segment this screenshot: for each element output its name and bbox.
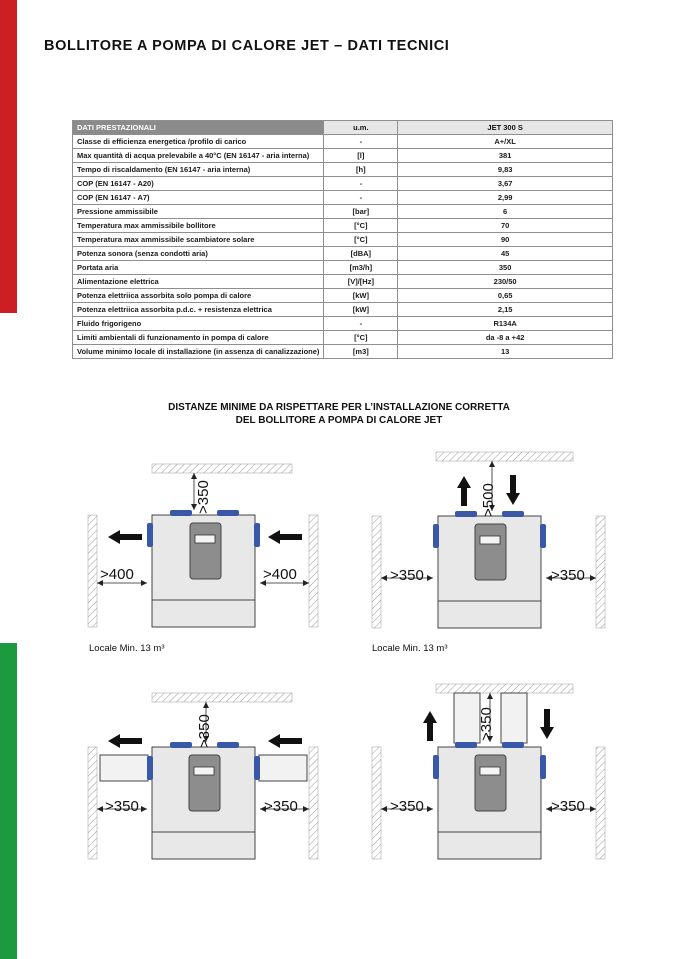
top-port-left [455,742,477,748]
top-clearance-label: >350 [195,480,212,514]
table-row [73,233,613,247]
diagram-4-drawing [366,675,628,875]
ceiling [152,693,292,702]
row-value: 2,99 [398,191,613,205]
row-value: 13 [398,345,613,359]
row-label: Temperatura max ammissibile bollitore [73,219,324,233]
row-value: R134A [398,317,613,331]
right-wall [596,516,605,628]
row-value: 381 [398,149,613,163]
right-clearance-label: >400 [263,566,297,583]
table-row [73,177,613,191]
left-clearance-label: >350 [390,798,424,815]
row-label: COP (EN 16147 - A7) [73,191,324,205]
row-label: Potenza elettriica assorbita p.d.c. + resistenza elettrica [73,303,324,317]
row-unit: [l] [324,149,398,163]
diagram-vertical-ducts [366,675,628,865]
side-port-right [540,755,546,779]
table-row [73,205,613,219]
row-unit: [°C] [324,331,398,345]
row-value: 6 [398,205,613,219]
table-row [73,219,613,233]
side-port-right [254,523,260,547]
arrow-up-out-icon [423,711,437,741]
row-label: Volume minimo locale di installazione (in assenza di canalizzazione) [73,345,324,359]
left-vertical-duct [454,693,480,743]
row-unit: - [324,135,398,149]
row-label: Portata aria [73,261,324,275]
row-unit: [dBA] [324,247,398,261]
row-value: 45 [398,247,613,261]
row-value: 70 [398,219,613,233]
row-label: Pressione ammissibile [73,205,324,219]
table-row [73,261,613,275]
row-unit: [m3] [324,345,398,359]
column-header-model: JET 300 S [398,121,613,135]
row-value: 0,65 [398,289,613,303]
row-unit: [m3/h] [324,261,398,275]
section-title-line1: DISTANZE MINIME DA RISPETTARE PER L’INSTALLAZIONE CORRETTA [168,402,510,413]
top-port-left [170,510,192,516]
left-wall [372,747,381,859]
row-value: 230/50 [398,275,613,289]
page-title: BOLLITORE A POMPA DI CALORE JET – DATI TECNICI [44,38,450,54]
row-unit: [°C] [324,233,398,247]
row-value: 3,67 [398,177,613,191]
top-port-right [217,510,239,516]
diagram-2-caption: Locale Min. 13 m³ [372,643,448,654]
table-row [73,345,613,359]
column-header-performance: DATI PRESTAZIONALI [73,121,324,135]
table-row [73,163,613,177]
row-unit: [V]/[Hz] [324,275,398,289]
diagram-1-caption: Locale Min. 13 m³ [89,643,165,654]
row-label: Alimentazione elettrica [73,275,324,289]
column-header-unit: u.m. [324,121,398,135]
arrow-down-in-icon [506,475,520,505]
diagram-2-drawing [366,445,628,645]
row-unit: [h] [324,163,398,177]
arrow-out-left-icon [108,734,142,748]
right-wall [596,747,605,859]
red-side-bar [0,0,17,313]
row-value: 350 [398,261,613,275]
left-wall [88,747,97,859]
table-header-row [73,121,613,135]
row-value: da -8 a +42 [398,331,613,345]
top-clearance-label: >350 [196,714,213,748]
top-port-left [455,511,477,517]
side-port-left [147,523,153,547]
row-value: 9,83 [398,163,613,177]
diagram-horizontal-ducts [80,685,342,875]
table-row [73,317,613,331]
ceiling [152,464,292,473]
row-label: Tempo di riscaldamento (EN 16147 - aria interna) [73,163,324,177]
row-value: A+/XL [398,135,613,149]
row-value: 90 [398,233,613,247]
right-clearance-label: >350 [551,798,585,815]
row-unit: [kW] [324,303,398,317]
right-duct [259,755,307,781]
ceiling [436,452,573,461]
row-label: Classe di efficienza energetica /profilo di carico [73,135,324,149]
control-panel [189,755,220,811]
side-port-right [540,524,546,548]
table-row [73,247,613,261]
left-wall [372,516,381,628]
top-clearance-label: >500 [480,483,497,517]
arrow-in-right-icon [268,530,302,544]
arrow-out-left-icon [108,530,142,544]
side-port-right [254,756,260,780]
green-side-bar [0,643,17,959]
table-row [73,191,613,205]
left-duct [100,755,148,781]
section-title-line2: DEL BOLLITORE A POMPA DI CALORE JET [235,415,443,426]
arrow-down-in-icon [540,709,554,739]
row-unit: - [324,191,398,205]
side-port-left [433,524,439,548]
row-unit: - [324,177,398,191]
diagram-wall-vertical-flow [366,445,628,635]
left-clearance-label: >350 [105,798,139,815]
display [480,536,500,544]
top-port-right [217,742,239,748]
row-unit: [bar] [324,205,398,219]
row-label: Limiti ambientali di funzionamento in pompa di calore [73,331,324,345]
row-label: Fluido frigorigeno [73,317,324,331]
right-wall [309,515,318,627]
diagram-wall-no-ducts [80,455,342,645]
control-panel [475,524,506,580]
right-clearance-label: >350 [551,567,585,584]
arrow-in-right-icon [268,734,302,748]
row-label: Potenza elettriica assorbita solo pompa di calore [73,289,324,303]
display [480,767,500,775]
row-unit: [°C] [324,219,398,233]
top-clearance-label: >350 [478,707,495,741]
ceiling [436,684,573,693]
table-row [73,289,613,303]
right-wall [309,747,318,859]
display [194,767,214,775]
row-label: COP (EN 16147 - A20) [73,177,324,191]
row-label: Max quantità di acqua prelevabile a 40°C (EN 16147 - aria interna) [73,149,324,163]
side-port-left [433,755,439,779]
left-clearance-label: >400 [100,566,134,583]
top-port-right [502,511,524,517]
right-clearance-label: >350 [264,798,298,815]
control-panel [475,755,506,811]
row-unit: - [324,317,398,331]
performance-table [72,120,613,359]
display [195,535,215,543]
table-row [73,303,613,317]
top-port-right [502,742,524,748]
control-panel [190,523,221,579]
row-unit: [kW] [324,289,398,303]
table-row [73,149,613,163]
arrow-up-out-icon [457,476,471,506]
right-vertical-duct [501,693,527,743]
row-label: Temperatura max ammissibile scambiatore solare [73,233,324,247]
table-row [73,275,613,289]
side-port-left [147,756,153,780]
row-value: 2,15 [398,303,613,317]
table-row [73,331,613,345]
row-label: Potenza sonora (senza condotti aria) [73,247,324,261]
left-wall [88,515,97,627]
left-clearance-label: >350 [390,567,424,584]
top-port-left [170,742,192,748]
table-row [73,135,613,149]
